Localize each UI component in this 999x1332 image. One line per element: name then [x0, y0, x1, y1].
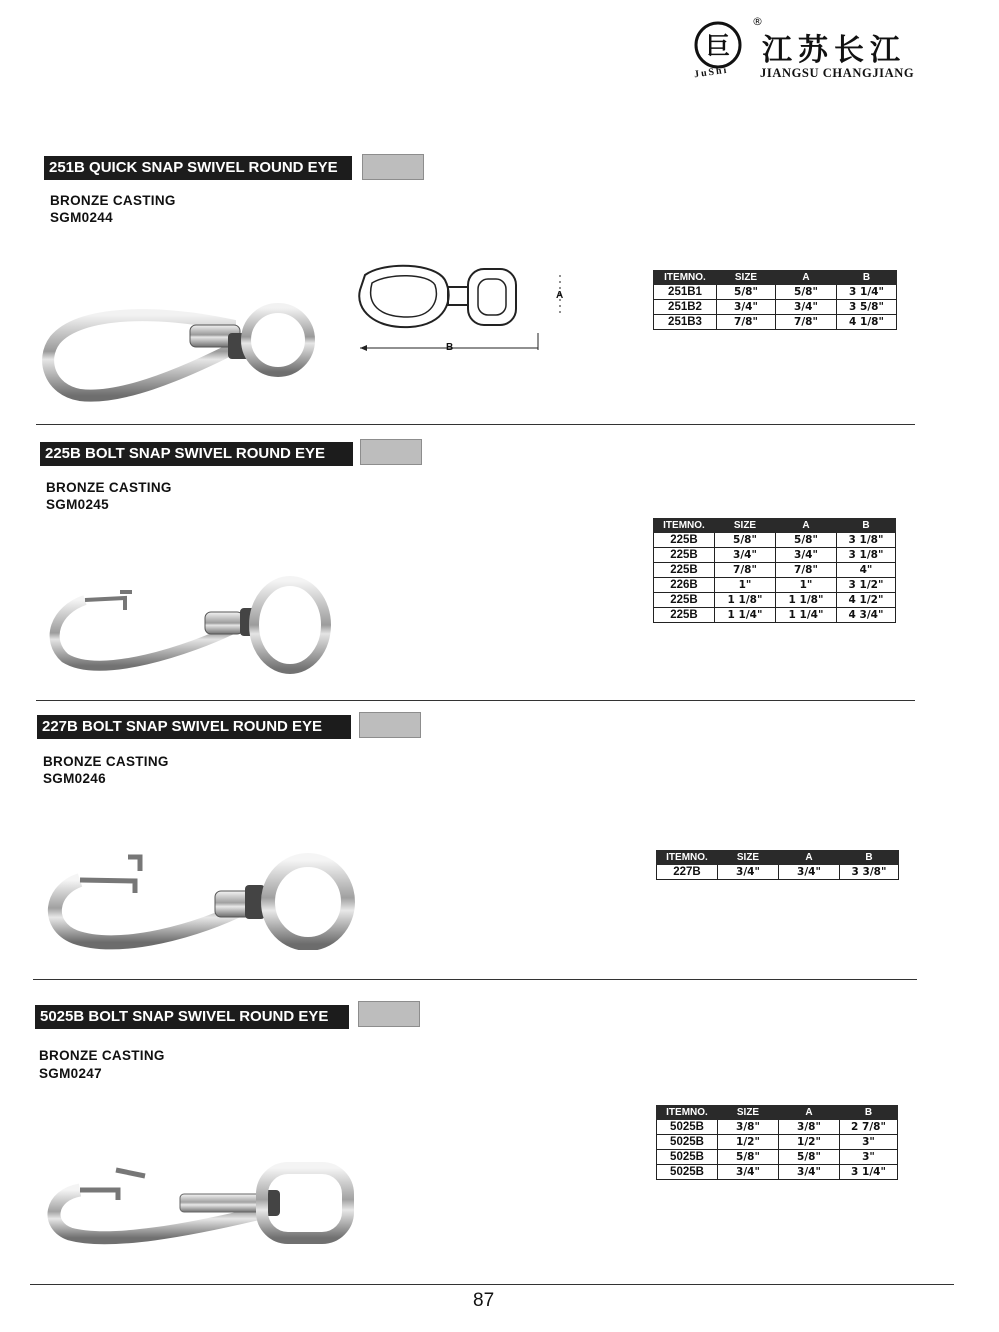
- color-swatch: [360, 439, 422, 465]
- section-title: 5025B BOLT SNAP SWIVEL ROUND EYE: [35, 1005, 349, 1029]
- table-header-row: [657, 851, 899, 865]
- section-title: 227B BOLT SNAP SWIVEL ROUND EYE: [37, 715, 351, 739]
- registered-mark: ®: [752, 15, 763, 28]
- table-header-row: [654, 271, 897, 285]
- dimension-diagram: [350, 255, 575, 360]
- brand-logo: [690, 15, 920, 90]
- snap-hook-photo: [40, 295, 330, 410]
- color-swatch: [358, 1001, 420, 1027]
- spec-table: [653, 518, 896, 623]
- material-label: BRONZE CASTING: [39, 1048, 165, 1063]
- table-header-row: [654, 519, 896, 533]
- footer-divider: [30, 1284, 954, 1285]
- svg-text:巨: 巨: [706, 31, 730, 60]
- header-size: SIZE: [717, 271, 776, 285]
- header-itemno: ITEMNO.: [657, 1106, 718, 1120]
- header-size: SIZE: [718, 1106, 779, 1120]
- section-divider: [36, 424, 915, 425]
- section-title: 251B QUICK SNAP SWIVEL ROUND EYE: [44, 156, 352, 180]
- spec-table: [653, 270, 897, 330]
- header-size: SIZE: [718, 851, 779, 865]
- header-b: B: [840, 851, 899, 865]
- header-itemno: ITEMNO.: [657, 851, 718, 865]
- header-a: A: [779, 1106, 840, 1120]
- snap-hook-photo: [40, 845, 355, 950]
- product-code: SGM0245: [46, 497, 109, 512]
- material-label: BRONZE CASTING: [50, 193, 176, 208]
- table-row: 226B 1" 1" 3 1/2": [654, 578, 896, 593]
- header-b: B: [837, 271, 897, 285]
- header-b: B: [837, 519, 896, 533]
- dimension-label-a: A: [556, 290, 564, 301]
- table-row: 251B3 7/8" 7/8" 4 1/8": [654, 315, 897, 330]
- table-row: 5025B 3/4" 3/4" 3 1/4": [657, 1165, 898, 1180]
- product-code: SGM0244: [50, 210, 113, 225]
- jushi-mark-text: JuShi: [693, 64, 730, 81]
- snap-hook-photo: [40, 570, 335, 680]
- product-code: SGM0246: [43, 771, 106, 786]
- table-row: 5025B 1/2" 1/2" 3": [657, 1135, 898, 1150]
- color-swatch: [359, 712, 421, 738]
- table-row: 5025B 3/8" 3/8" 2 7/8": [657, 1120, 898, 1135]
- material-label: BRONZE CASTING: [43, 754, 169, 769]
- header-a: A: [776, 271, 837, 285]
- table-row: 225B 7/8" 7/8" 4": [654, 563, 896, 578]
- section-divider: [36, 700, 915, 701]
- header-a: A: [779, 851, 840, 865]
- table-row: 251B2 3/4" 3/4" 3 5/8": [654, 300, 897, 315]
- header-itemno: ITEMNO.: [654, 271, 717, 285]
- page-number: 87: [473, 1290, 495, 1311]
- brand-name-cn: 江苏长江: [762, 33, 906, 68]
- product-code: SGM0247: [39, 1066, 102, 1081]
- section-title: 225B BOLT SNAP SWIVEL ROUND EYE: [40, 442, 353, 466]
- header-itemno: ITEMNO.: [654, 519, 715, 533]
- table-row: 225B 3/4" 3/4" 3 1/8": [654, 548, 896, 563]
- header-a: A: [776, 519, 837, 533]
- table-row: 251B1 5/8" 5/8" 3 1/4": [654, 285, 897, 300]
- snap-hook-photo: [40, 1160, 355, 1245]
- table-row: 5025B 5/8" 5/8" 3": [657, 1150, 898, 1165]
- section-divider: [33, 979, 917, 980]
- table-header-row: [657, 1106, 898, 1120]
- table-row: 225B 1 1/4" 1 1/4" 4 3/4": [654, 608, 896, 623]
- header-size: SIZE: [715, 519, 776, 533]
- table-row: 227B 3/4" 3/4" 3 3/8": [657, 865, 899, 880]
- table-row: 225B 1 1/8" 1 1/8" 4 1/2": [654, 593, 896, 608]
- material-label: BRONZE CASTING: [46, 480, 172, 495]
- spec-table: [656, 1105, 898, 1180]
- dimension-label-b: B: [446, 342, 454, 353]
- color-swatch: [362, 154, 424, 180]
- header-b: B: [840, 1106, 898, 1120]
- spec-table: [656, 850, 899, 880]
- table-row: 225B 5/8" 5/8" 3 1/8": [654, 533, 896, 548]
- brand-name-en: JIANGSU CHANGJIANG: [760, 66, 915, 80]
